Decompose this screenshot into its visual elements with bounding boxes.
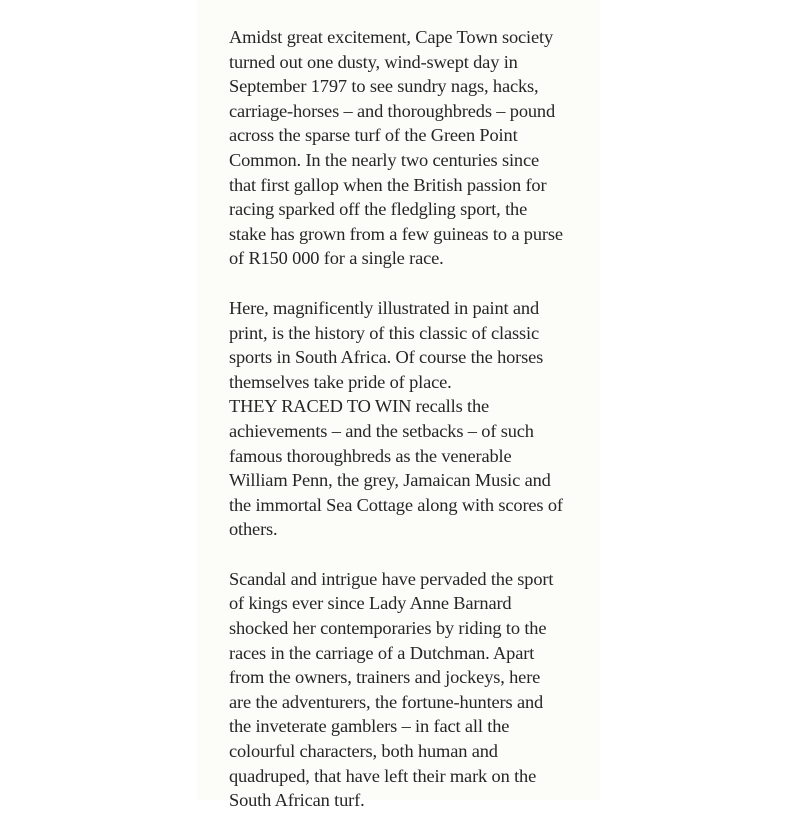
paragraph-spacer [229, 542, 599, 567]
text-line: sports in South Africa. Of course the horses [229, 347, 544, 368]
text-line: Amidst great excitement, Cape Town society [229, 27, 554, 47]
paragraph-2 [229, 296, 599, 542]
text-line: turned out one dusty, wind-swept day in [229, 51, 518, 72]
text-line: are the adventurers, the fortune-hunters and [229, 691, 544, 712]
text-line: shocked her contemporaries by riding to the [229, 618, 547, 639]
text-line: THEY RACED TO WIN recalls the [229, 396, 490, 417]
text-line: of R150 000 for a single race. [229, 248, 444, 269]
text-line: that first gallop when the British passion for [229, 174, 547, 195]
text-line: across the sparse turf of the Green Point [229, 125, 518, 146]
blurb-text [229, 25, 599, 813]
text-line: Scandal and intrigue have pervaded the sport [229, 568, 554, 589]
paragraph-spacer [229, 271, 599, 296]
text-line: carriage-horses – and thoroughbreds – pound [229, 100, 556, 121]
text-line: Common. In the nearly two centuries since [229, 149, 539, 170]
text-line: achievements – and the setbacks – of such [229, 420, 534, 441]
text-line: the immortal Sea Cottage along with scores of [229, 494, 563, 515]
text-line: from the owners, trainers and jockeys, here [229, 667, 541, 688]
text-line: colourful characters, both human and [229, 741, 498, 762]
text-line: themselves take pride of place. [229, 371, 452, 392]
text-line: famous thoroughbreds as the venerable [229, 445, 512, 466]
text-line: the inveterate gamblers – in fact all the [229, 716, 510, 737]
text-line: South African turf. [229, 790, 365, 811]
text-line: September 1797 to see sundry nags, hacks, [229, 76, 539, 97]
text-line: quadruped, that have left their mark on the [229, 765, 537, 786]
paragraph-3 [229, 567, 599, 813]
text-line: Here, magnificently illustrated in paint and [229, 297, 540, 318]
text-line: races in the carriage of a Dutchman. Apart [229, 642, 535, 663]
text-line: others. [229, 519, 278, 540]
paragraph-1 [229, 25, 599, 271]
text-line: racing sparked off the fledgling sport, the [229, 199, 528, 220]
text-line: William Penn, the grey, Jamaican Music and [229, 470, 551, 491]
text-line: of kings ever since Lady Anne Barnard [229, 593, 512, 614]
text-line: print, is the history of this classic of classic [229, 322, 539, 343]
text-line: stake has grown from a few guineas to a purse [229, 223, 563, 244]
